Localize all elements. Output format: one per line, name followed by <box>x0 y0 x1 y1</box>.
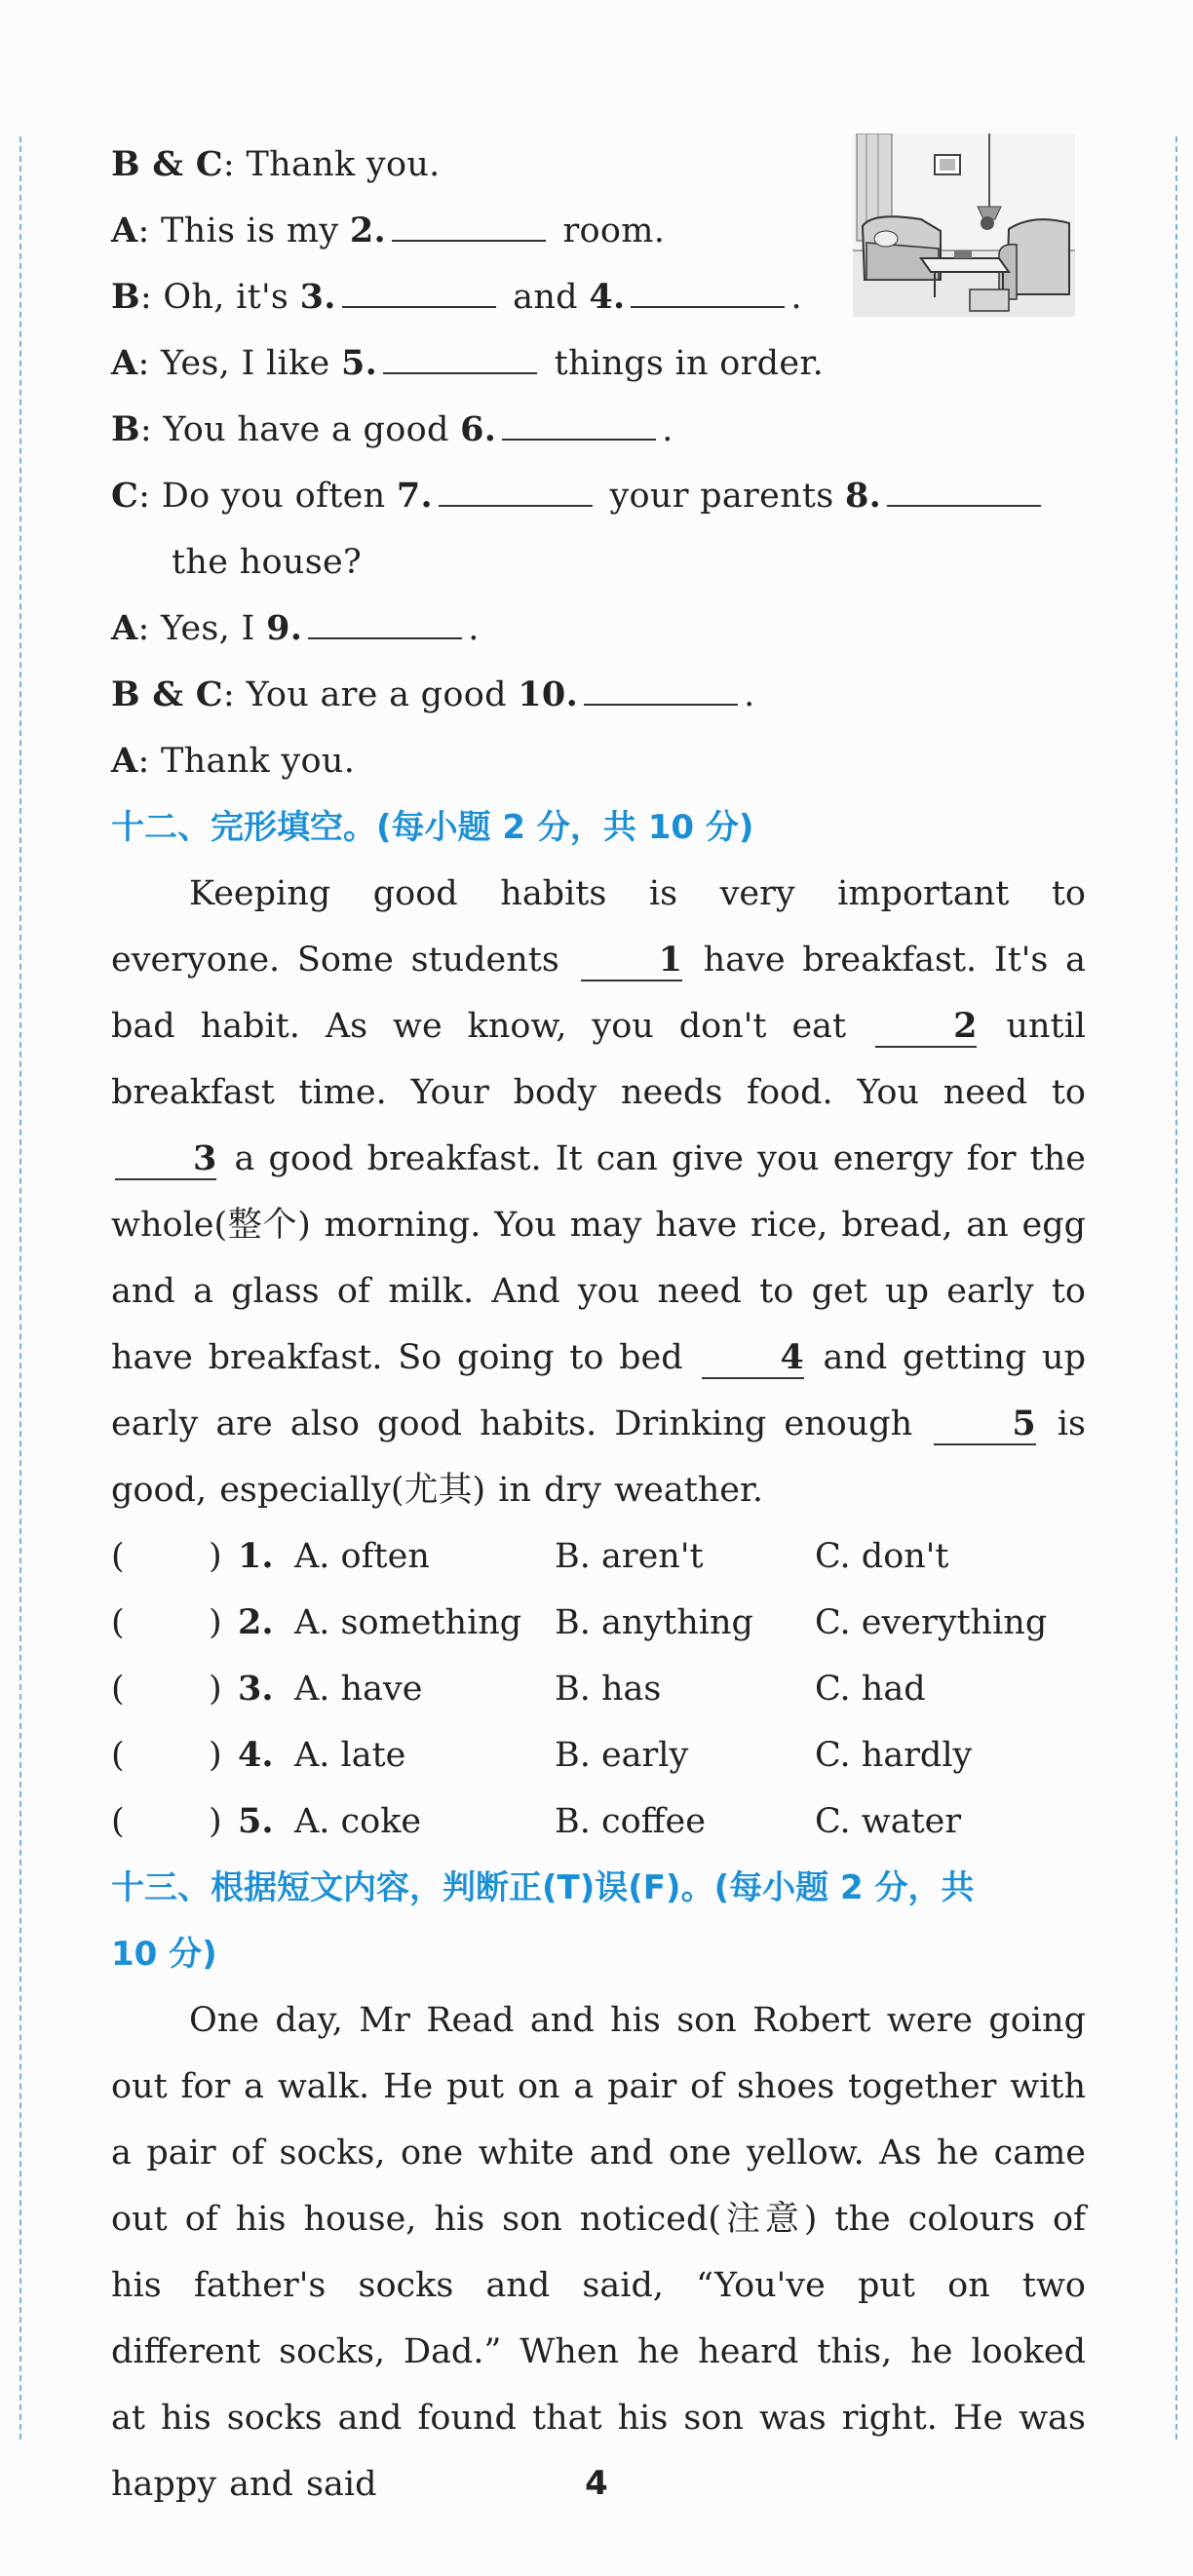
dialogue-text: Oh, it's <box>163 278 289 317</box>
cloze-blank-3[interactable]: 3 <box>115 1139 216 1180</box>
question-row-3 <box>111 1656 1086 1722</box>
passage-text: a good breakfast. It can give you energy for the whole(整个) morning. You may have rice, bread, an egg and a glass of milk. And you need to get up early to have breakfast. So going to bed <box>111 1139 1086 1377</box>
speaker-label: B & C <box>111 144 223 184</box>
section-13-title-cont: 10 分) <box>111 1935 217 1974</box>
blank-number: 7. <box>396 476 433 516</box>
answer-blank[interactable] <box>502 409 656 441</box>
cloze-options <box>111 1523 1086 1855</box>
answer-blank[interactable] <box>342 277 496 308</box>
dialogue-text: You have a good <box>163 410 449 449</box>
dialogue-text: Yes, I like <box>161 344 330 383</box>
passage-text: Keeping good habits is very important to everyone. Some students <box>111 874 1086 980</box>
cloze-blank-1[interactable]: 1 <box>581 941 682 981</box>
cloze-passage <box>111 861 1086 1523</box>
cloze-blank-5[interactable]: 5 <box>934 1404 1035 1445</box>
section-13-title: 十三、根据短文内容，判断正(T)误(F)。(每小题 2 分，共 <box>111 1868 975 1907</box>
speaker-label: A <box>111 343 138 383</box>
speaker-label: B & C <box>111 674 223 714</box>
answer-paren-left[interactable]: ( <box>111 1603 125 1642</box>
speaker-label: B <box>111 277 140 317</box>
dialogue-line-6: C: Do you often 7. your parents 8. <box>111 463 1086 529</box>
cloze-blank-2[interactable]: 2 <box>875 1007 977 1048</box>
dialogue-text: the house? <box>172 543 363 582</box>
option-a[interactable]: A. often <box>294 1537 430 1576</box>
dialogue-text: things in order. <box>554 344 825 383</box>
dialogue-line-10: A: Thank you. <box>111 741 356 781</box>
answer-paren-right: ) <box>209 1537 222 1576</box>
reading-passage <box>111 1987 1086 2518</box>
right-dashed-border <box>1175 136 1177 2440</box>
passage-text: is good, especially(尤其) in dry weather. <box>111 1404 1086 1510</box>
dialogue-text: Thank you. <box>246 145 441 184</box>
passage-text: and getting up early are also good habits. Drinking enough <box>111 1338 1086 1443</box>
option-c[interactable]: C. water <box>815 1802 962 1841</box>
option-c[interactable]: C. hardly <box>815 1736 973 1775</box>
question-number: 1. <box>238 1536 274 1576</box>
answer-blank[interactable] <box>887 476 1041 507</box>
answer-blank[interactable] <box>584 674 738 706</box>
answer-paren-right: ) <box>209 1603 222 1642</box>
dialogue-text: . <box>790 278 802 317</box>
blank-number: 4. <box>589 277 626 317</box>
option-b[interactable]: B. aren't <box>555 1537 704 1576</box>
blank-number: 10. <box>518 674 579 714</box>
dialogue-line-4: A: Yes, I like 5. things in order. <box>111 343 825 383</box>
answer-blank[interactable] <box>439 476 593 507</box>
blank-number: 8. <box>845 476 882 516</box>
dialogue-line-3: B: Oh, it's 3. and 4. . <box>111 277 802 317</box>
passage-text: have breakfast. It's a bad habit. As we know, you don't eat <box>111 941 1086 1046</box>
answer-paren-left[interactable]: ( <box>111 1736 125 1775</box>
answer-blank[interactable] <box>308 608 462 639</box>
dialogue-text: your parents <box>609 477 834 516</box>
dialogue-text: Thank you. <box>161 742 356 781</box>
dialogue-text: . <box>468 609 480 648</box>
question-number: 2. <box>238 1602 274 1642</box>
dialogue-text: This is my <box>161 211 339 250</box>
blank-number: 2. <box>349 211 386 250</box>
dialogue-text: room. <box>562 211 666 250</box>
option-c[interactable]: C. everything <box>815 1603 1048 1642</box>
question-number: 4. <box>238 1735 274 1775</box>
question-row-1 <box>111 1523 1086 1590</box>
cloze-blank-4[interactable]: 4 <box>702 1338 803 1379</box>
dialogue-text: Do you often <box>161 477 386 516</box>
option-a[interactable]: A. late <box>294 1736 406 1775</box>
dialogue-text: . <box>744 675 755 714</box>
dialogue-text: Yes, I <box>161 609 255 648</box>
dialogue-line-7 <box>111 529 1086 596</box>
dialogue-line-9: B & C: You are a good 10. . <box>111 674 755 714</box>
blank-number: 3. <box>299 277 336 317</box>
dialogue-text: . <box>662 410 673 449</box>
blank-number: 9. <box>266 608 303 648</box>
blank-number: 6. <box>460 409 497 449</box>
dialogue-line-5: B: You have a good 6. . <box>111 409 673 449</box>
answer-paren-left[interactable]: ( <box>111 1537 125 1576</box>
cloze-paragraph <box>111 861 1086 1523</box>
answer-blank[interactable] <box>392 211 546 242</box>
section-12-title: 十二、完形填空。(每小题 2 分，共 10 分) <box>111 808 754 847</box>
left-dashed-border <box>19 136 21 2440</box>
answer-blank[interactable] <box>631 277 785 308</box>
option-c[interactable]: C. don't <box>815 1537 949 1576</box>
answer-paren-left[interactable]: ( <box>111 1670 125 1709</box>
dialogue-text: and <box>513 278 578 317</box>
dialogue-line-8: A: Yes, I 9. . <box>111 608 480 648</box>
passage-text: until breakfast time. Your body needs food. You need to <box>111 1007 1086 1112</box>
speaker-label: C <box>111 476 139 516</box>
option-a[interactable]: A. something <box>294 1603 522 1642</box>
speaker-label: A <box>111 741 138 781</box>
dialogue-line-2: A: This is my 2. room. <box>111 211 666 250</box>
option-b[interactable]: B. coffee <box>555 1802 706 1841</box>
dialogue-line-1: B & C: Thank you. <box>111 144 441 184</box>
speaker-label: A <box>111 608 138 648</box>
option-b[interactable]: B. early <box>555 1736 689 1775</box>
speaker-label: A <box>111 211 138 250</box>
page-number: 4 <box>585 2464 608 2503</box>
answer-paren-right: ) <box>209 1802 222 1841</box>
question-row-4 <box>111 1722 1086 1788</box>
question-row-5 <box>111 1788 1086 1855</box>
answer-paren-right: ) <box>209 1670 222 1709</box>
question-row-2 <box>111 1590 1086 1656</box>
option-a[interactable]: A. coke <box>294 1802 422 1841</box>
speaker-label: B <box>111 409 140 449</box>
option-c[interactable]: C. had <box>815 1670 926 1709</box>
content-area <box>111 132 1086 2518</box>
blank-number: 5. <box>341 343 378 383</box>
answer-blank[interactable] <box>383 343 537 374</box>
option-b[interactable]: B. anything <box>555 1603 753 1642</box>
question-number: 5. <box>238 1801 274 1841</box>
question-number: 3. <box>238 1669 274 1709</box>
answer-paren-right: ) <box>209 1736 222 1775</box>
dialogue-text: You are a good <box>246 675 507 714</box>
option-b[interactable]: B. has <box>555 1670 662 1709</box>
passage-text: One day, Mr Read and his son Robert were going out for a walk. He put on a pair of shoes together with a pair of socks, one white and one yellow. As he came out of his house, his son noticed(注意) the colours of his father's socks and said, “You've put on two different socks, Dad.” When he heard this, he looked at his socks and found that his son was right. He was happy and said <box>111 2001 1086 2504</box>
answer-paren-left[interactable]: ( <box>111 1802 125 1841</box>
option-a[interactable]: A. have <box>294 1670 423 1709</box>
